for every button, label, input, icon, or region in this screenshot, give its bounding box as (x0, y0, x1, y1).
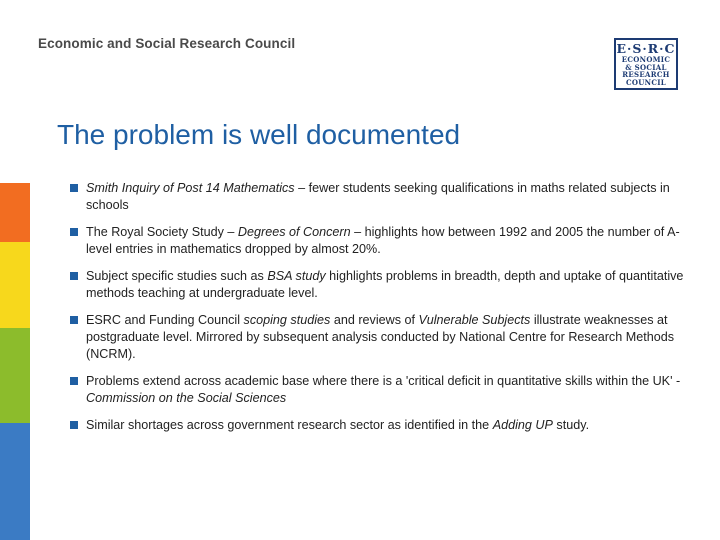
organization-name: Economic and Social Research Council (38, 36, 296, 51)
bullet-item (70, 268, 685, 302)
logo-acronym: E·S·R·C (616, 41, 676, 56)
bullet-italic-text: Degrees of Concern (237, 225, 351, 239)
bullet-square-icon (70, 228, 78, 236)
bullet-text: study. (552, 418, 590, 432)
bullet-square-icon (70, 377, 78, 385)
bullet-italic-text: Adding UP (492, 418, 553, 432)
bullet-italic-text: BSA study (267, 269, 326, 283)
logo-line: & SOCIAL (625, 62, 667, 72)
bullet-italic-text: Vulnerable Subjects (418, 313, 531, 327)
bullet-item (70, 224, 685, 258)
bullet-text: – fewer students seeking qualifications in maths related subjects in schools (86, 181, 670, 212)
orange-bar (0, 183, 30, 242)
bullet-square-icon (70, 421, 78, 429)
slide-title: The problem is well documented (57, 118, 461, 150)
logo-line: ECONOMIC (621, 55, 671, 64)
bullet-square-icon (70, 184, 78, 192)
bullet-text: illustrate weaknesses at postgraduate level. Mirrored by subsequent analysis conducted by National Centre for Research Methods (NCRM). (86, 313, 675, 361)
bullet-text: Subject specific studies such as (86, 269, 268, 283)
logo-line: RESEARCH (622, 70, 670, 79)
bullet-item (70, 312, 685, 363)
bullet-text: ESRC and Funding Council (86, 313, 244, 327)
bullet-list (70, 180, 685, 444)
bullet-italic-text: Smith Inquiry of Post 14 Mathematics (86, 181, 295, 195)
esrc-logo (614, 38, 678, 90)
bullet-text: and reviews of (330, 313, 419, 327)
bullet-text: The Royal Society Study – (86, 225, 238, 239)
bullet-item (70, 417, 685, 434)
blue-bar (0, 423, 30, 540)
bullet-text: highlights problems in breadth, depth and uptake of quantitative methods teaching at undergraduate level. (86, 269, 684, 300)
bullet-square-icon (70, 272, 78, 280)
green-bar (0, 328, 30, 423)
bullet-text: Similar shortages across government research sector as identified in the (86, 418, 493, 432)
bullet-italic-text: scoping studies (243, 313, 331, 327)
logo-line: COUNCIL (625, 77, 667, 87)
bullet-text: Problems extend across academic base where there is a 'critical deficit in quantitative skills within the UK' - (86, 374, 681, 388)
decorative-color-bars (0, 183, 30, 540)
bullet-text: – highlights how between 1992 and 2005 the number of A-level entries in mathematics dropped by almost 20%. (86, 225, 680, 256)
bullet-square-icon (70, 316, 78, 324)
bullet-item (70, 180, 685, 214)
bullet-italic-text: Commission on the Social Sciences (86, 391, 287, 405)
bullet-item (70, 373, 685, 407)
yellow-bar (0, 242, 30, 328)
